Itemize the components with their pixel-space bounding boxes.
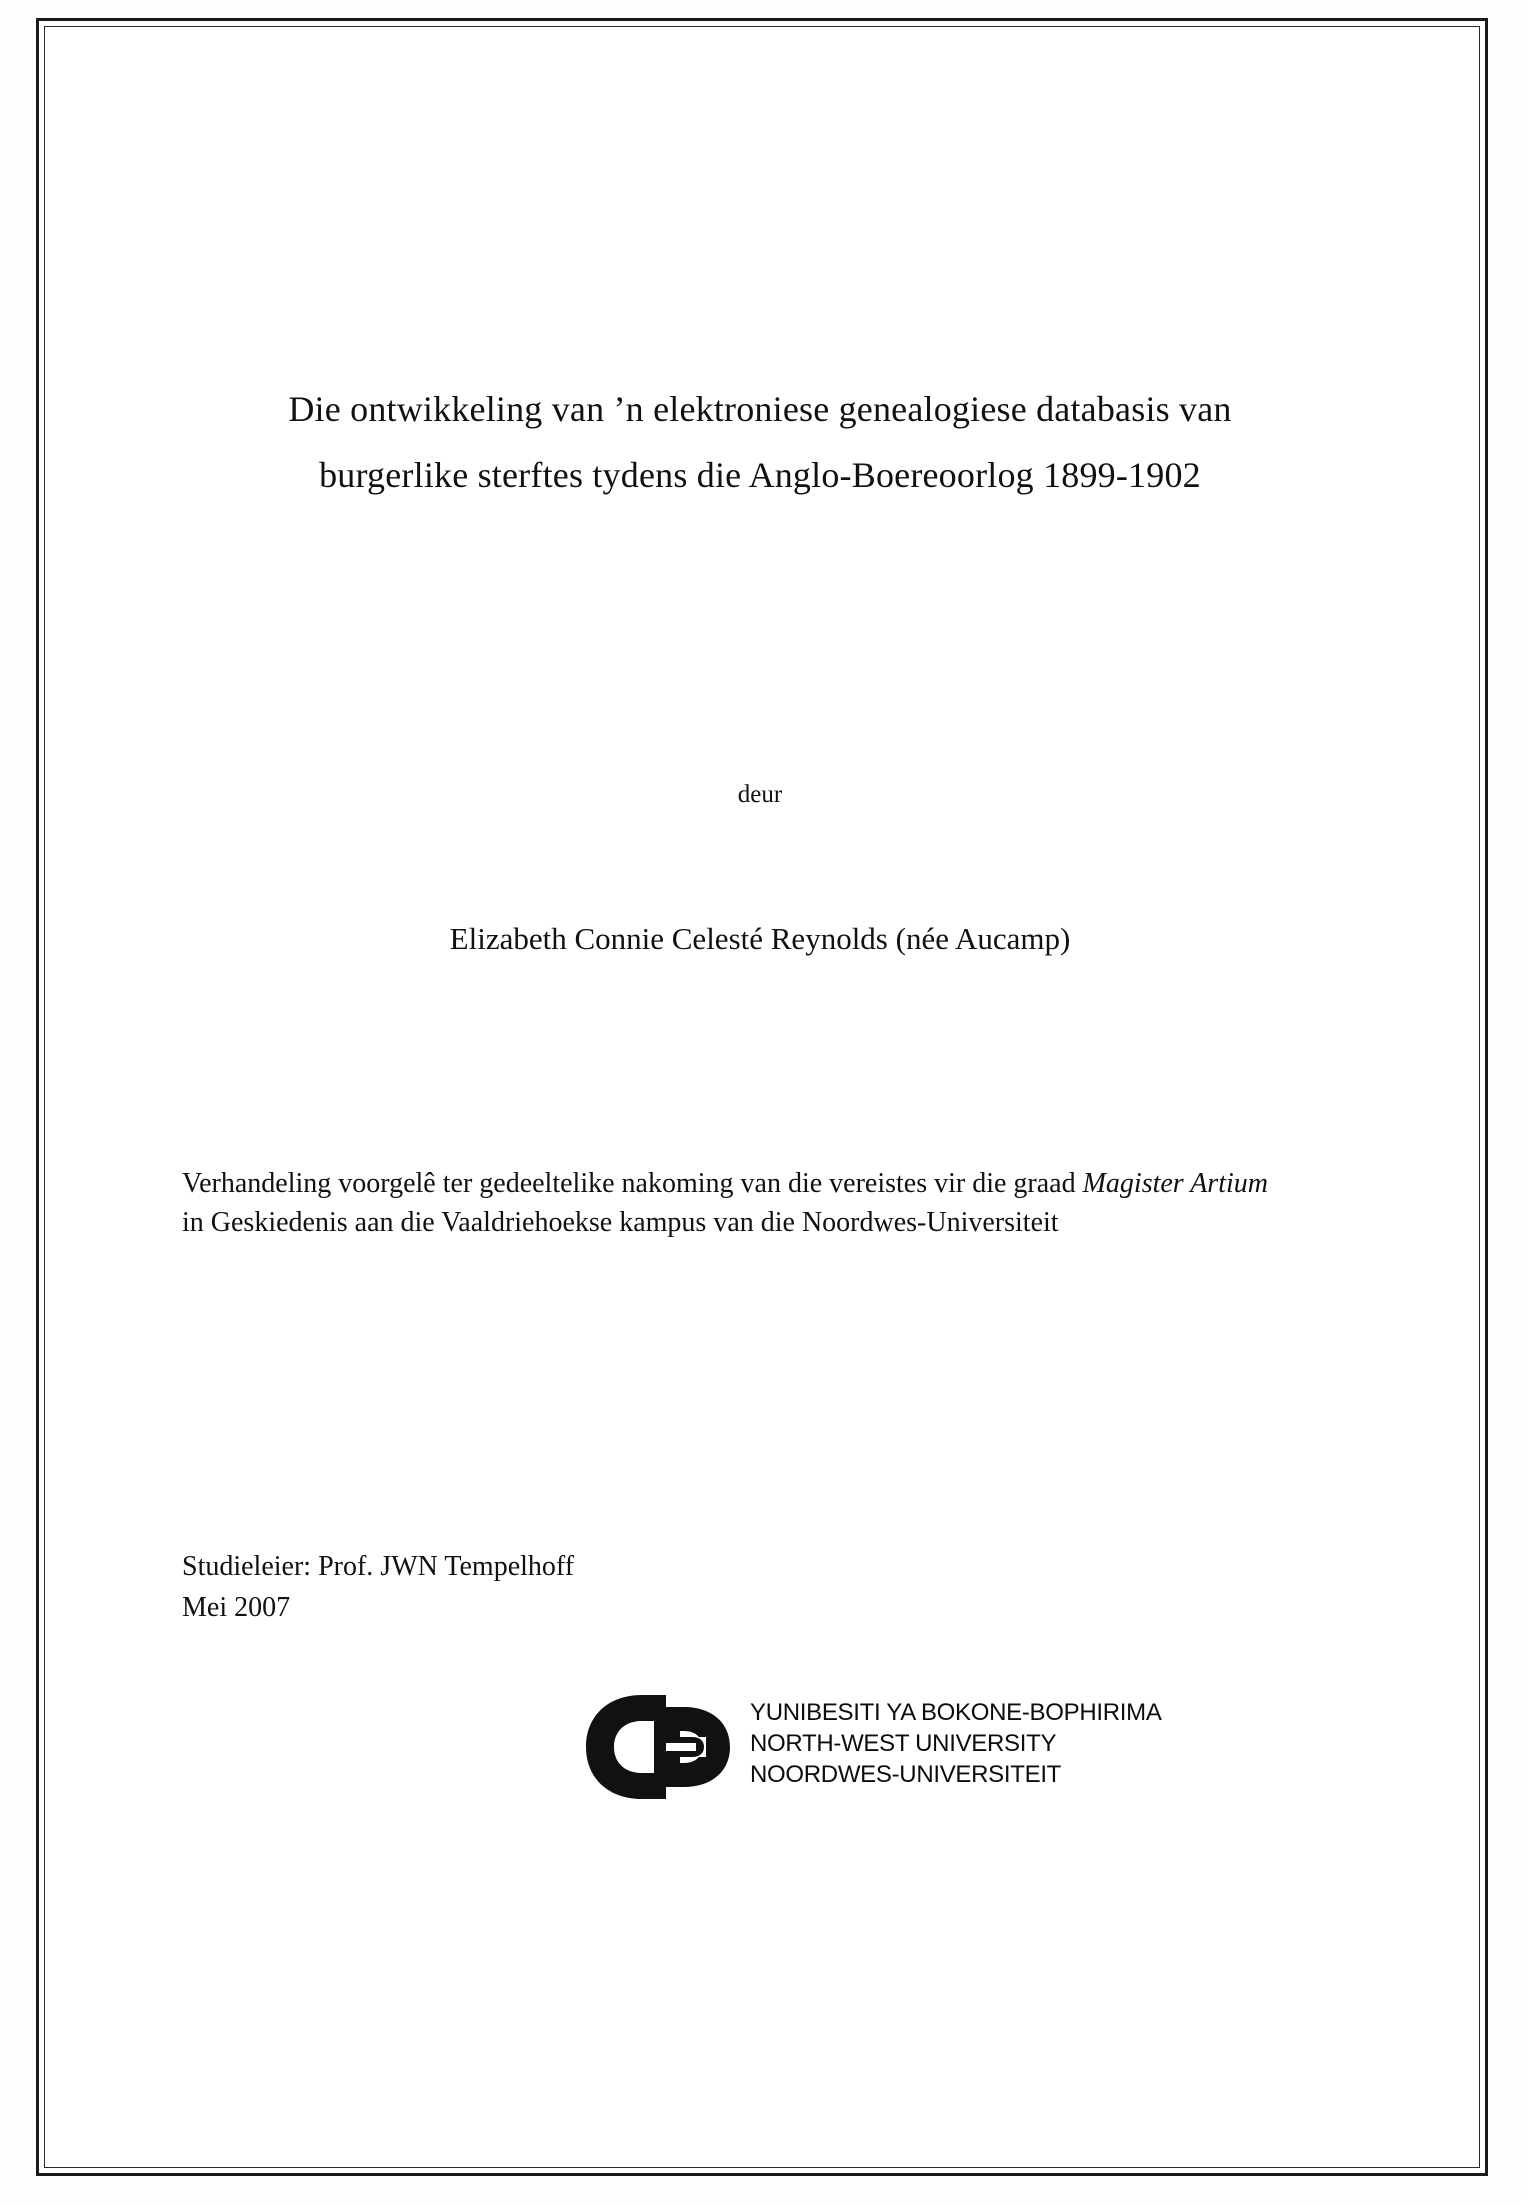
university-logo [580, 1691, 1200, 1811]
title-page-content [180, 26, 1340, 2126]
by-label: deur [737, 781, 783, 808]
logo-text-line-2: NORTH-WEST UNIVERSITY [750, 1730, 1057, 1757]
logo-text-line-1: YUNIBESITI YA BOKONE-BOPHIRIMA [750, 1699, 1162, 1726]
degree-statement [182, 1164, 1290, 1242]
date-line: Mei 2007 [182, 1592, 291, 1623]
title-line-1: Die ontwikkeling van ’n elektroniese genealogiese databasis van [288, 389, 1232, 429]
title-line-2: burgerlike sterftes tydens die Anglo-Boereoorlog 1899-1902 [319, 455, 1201, 495]
author-name: Elizabeth Connie Celesté Reynolds (née Aucamp) [449, 921, 1071, 956]
nwu-logo-icon [580, 1693, 740, 1801]
degree-statement-part2: in Geskiedenis aan die Vaaldriehoekse kampus van die Noordwes-Universiteit [182, 1207, 1059, 1238]
degree-name: Magister Artium [1082, 1168, 1268, 1199]
degree-statement-part1: Verhandeling voorgelê ter gedeeltelike nakoming van die vereistes vir die graad [182, 1168, 1083, 1199]
supervisor-block [182, 1546, 1082, 1628]
university-logo-text [750, 1697, 1162, 1790]
page-title [180, 376, 1340, 508]
logo-text-line-3: NOORDWES-UNIVERSITEIT [750, 1761, 1062, 1788]
supervisor-line: Studieleier: Prof. JWN Tempelhoff [182, 1551, 575, 1582]
